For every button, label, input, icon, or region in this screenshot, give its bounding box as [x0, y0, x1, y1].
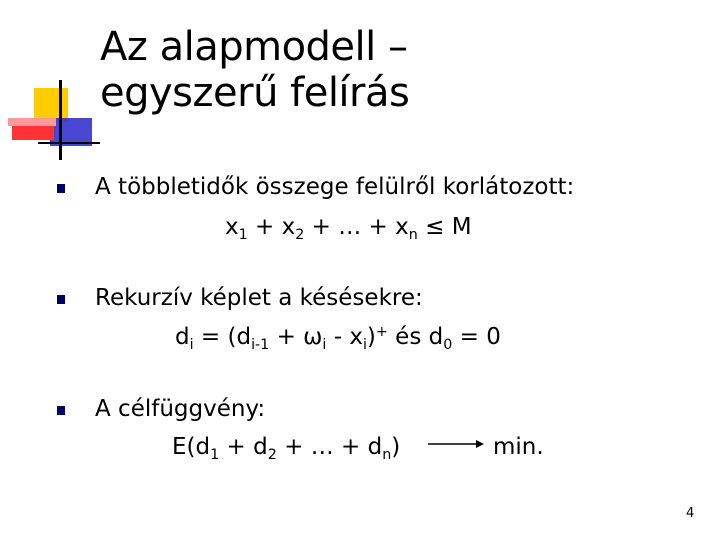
bullet-3-formula: $E(d_1 + d_2$ + … + $d_n$)	[172, 434, 401, 463]
yellow-square	[34, 88, 68, 122]
title-line-2: egyszerű felírás	[100, 70, 410, 116]
bullet-3-result: min.	[493, 434, 544, 460]
right-arrow-icon	[428, 439, 484, 449]
pink-bar	[8, 118, 56, 126]
red-bar	[12, 126, 54, 140]
bullet-2-text: Rekurzív képlet a késésekre:	[95, 285, 423, 311]
slide-title	[100, 24, 409, 116]
page-number: 4	[686, 506, 695, 521]
vertical-line	[59, 80, 62, 160]
bullet-square-icon	[57, 295, 65, 304]
logo-decoration	[0, 0, 100, 170]
bullet-square-icon	[57, 406, 65, 415]
bullet-1-text: A többletidők összege felülről korlátozott:	[95, 174, 575, 200]
bullet-square-icon	[57, 184, 65, 193]
bullet-2-formula: $d_i = (d_{i-1} + \omega_i - x_i)^+$ és $d_0 = 0$	[175, 324, 501, 353]
bullet-3-text: A célfüggvény:	[95, 396, 266, 422]
horizontal-line	[38, 142, 100, 144]
title-line-1: Az alapmodell –	[100, 24, 408, 70]
bullet-1-formula: $x_1 + x_2$ + … + $x_n \le M$	[225, 214, 472, 243]
